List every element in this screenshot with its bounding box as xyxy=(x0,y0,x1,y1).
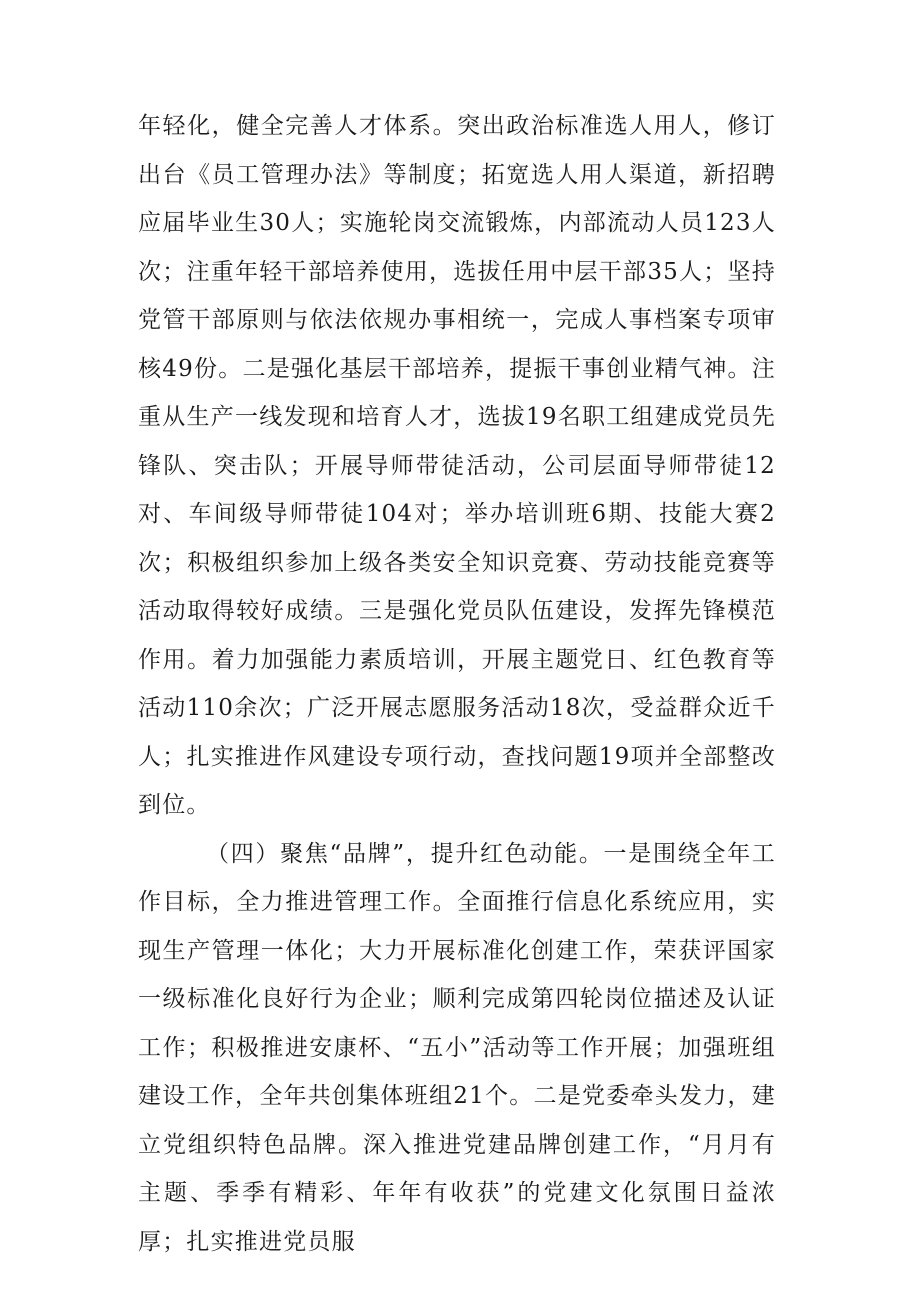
document-body xyxy=(138,102,776,1266)
paragraph-section-4: （四）聚焦“品牌”，提升红色动能。一是围绕全年工作目标，全力推进管理工作。全面推行信息化系统应用，实现生产管理一体化；大力开展标准化创建工作，荣获评国家一级标准化良好行为企业；顺利完成第四轮岗位描述及认证工作；积极推进安康杯、“五小”活动等工作开展；加强班组建设工作，全年共创集体班组21个。二是党委牵头发力，建立党组织特色品牌。深入推进党建品牌创建工作，“月月有主题、季季有精彩、年年有收获”的党建文化氛围日益浓厚；扎实推进党员服 xyxy=(138,840,776,1255)
paragraph-continuation: 年轻化，健全完善人才体系。突出政治标准选人用人，修订出台《员工管理办法》等制度；拓宽选人用人渠道，新招聘应届毕业生30人；实施轮岗交流锻炼，内部流动人员123人次；注重年轻干部培养使用，选拔任用中层干部35人；坚持党管干部原则与依法依规办事相统一，完成人事档案专项审核49份。二是强化基层干部培养，提振干事创业精气神。注重从生产一线发现和培育人才，选拔19名职工组建成党员先锋队、突击队；开展导师带徒活动，公司层面导师带徒12对、车间级导师带徒104对；举办培训班6期、技能大赛2次；积极组织参加上级各类安全知识竞赛、劳动技能竞赛等活动取得较好成绩。三是强化党员队伍建设，发挥先锋模范作用。着力加强能力素质培训，开展主题党日、红色教育等活动110余次；广泛开展志愿服务活动18次，受益群众近千人；扎实推进作风建设专项行动，查找问题19项并全部整改到位。 xyxy=(138,113,776,818)
